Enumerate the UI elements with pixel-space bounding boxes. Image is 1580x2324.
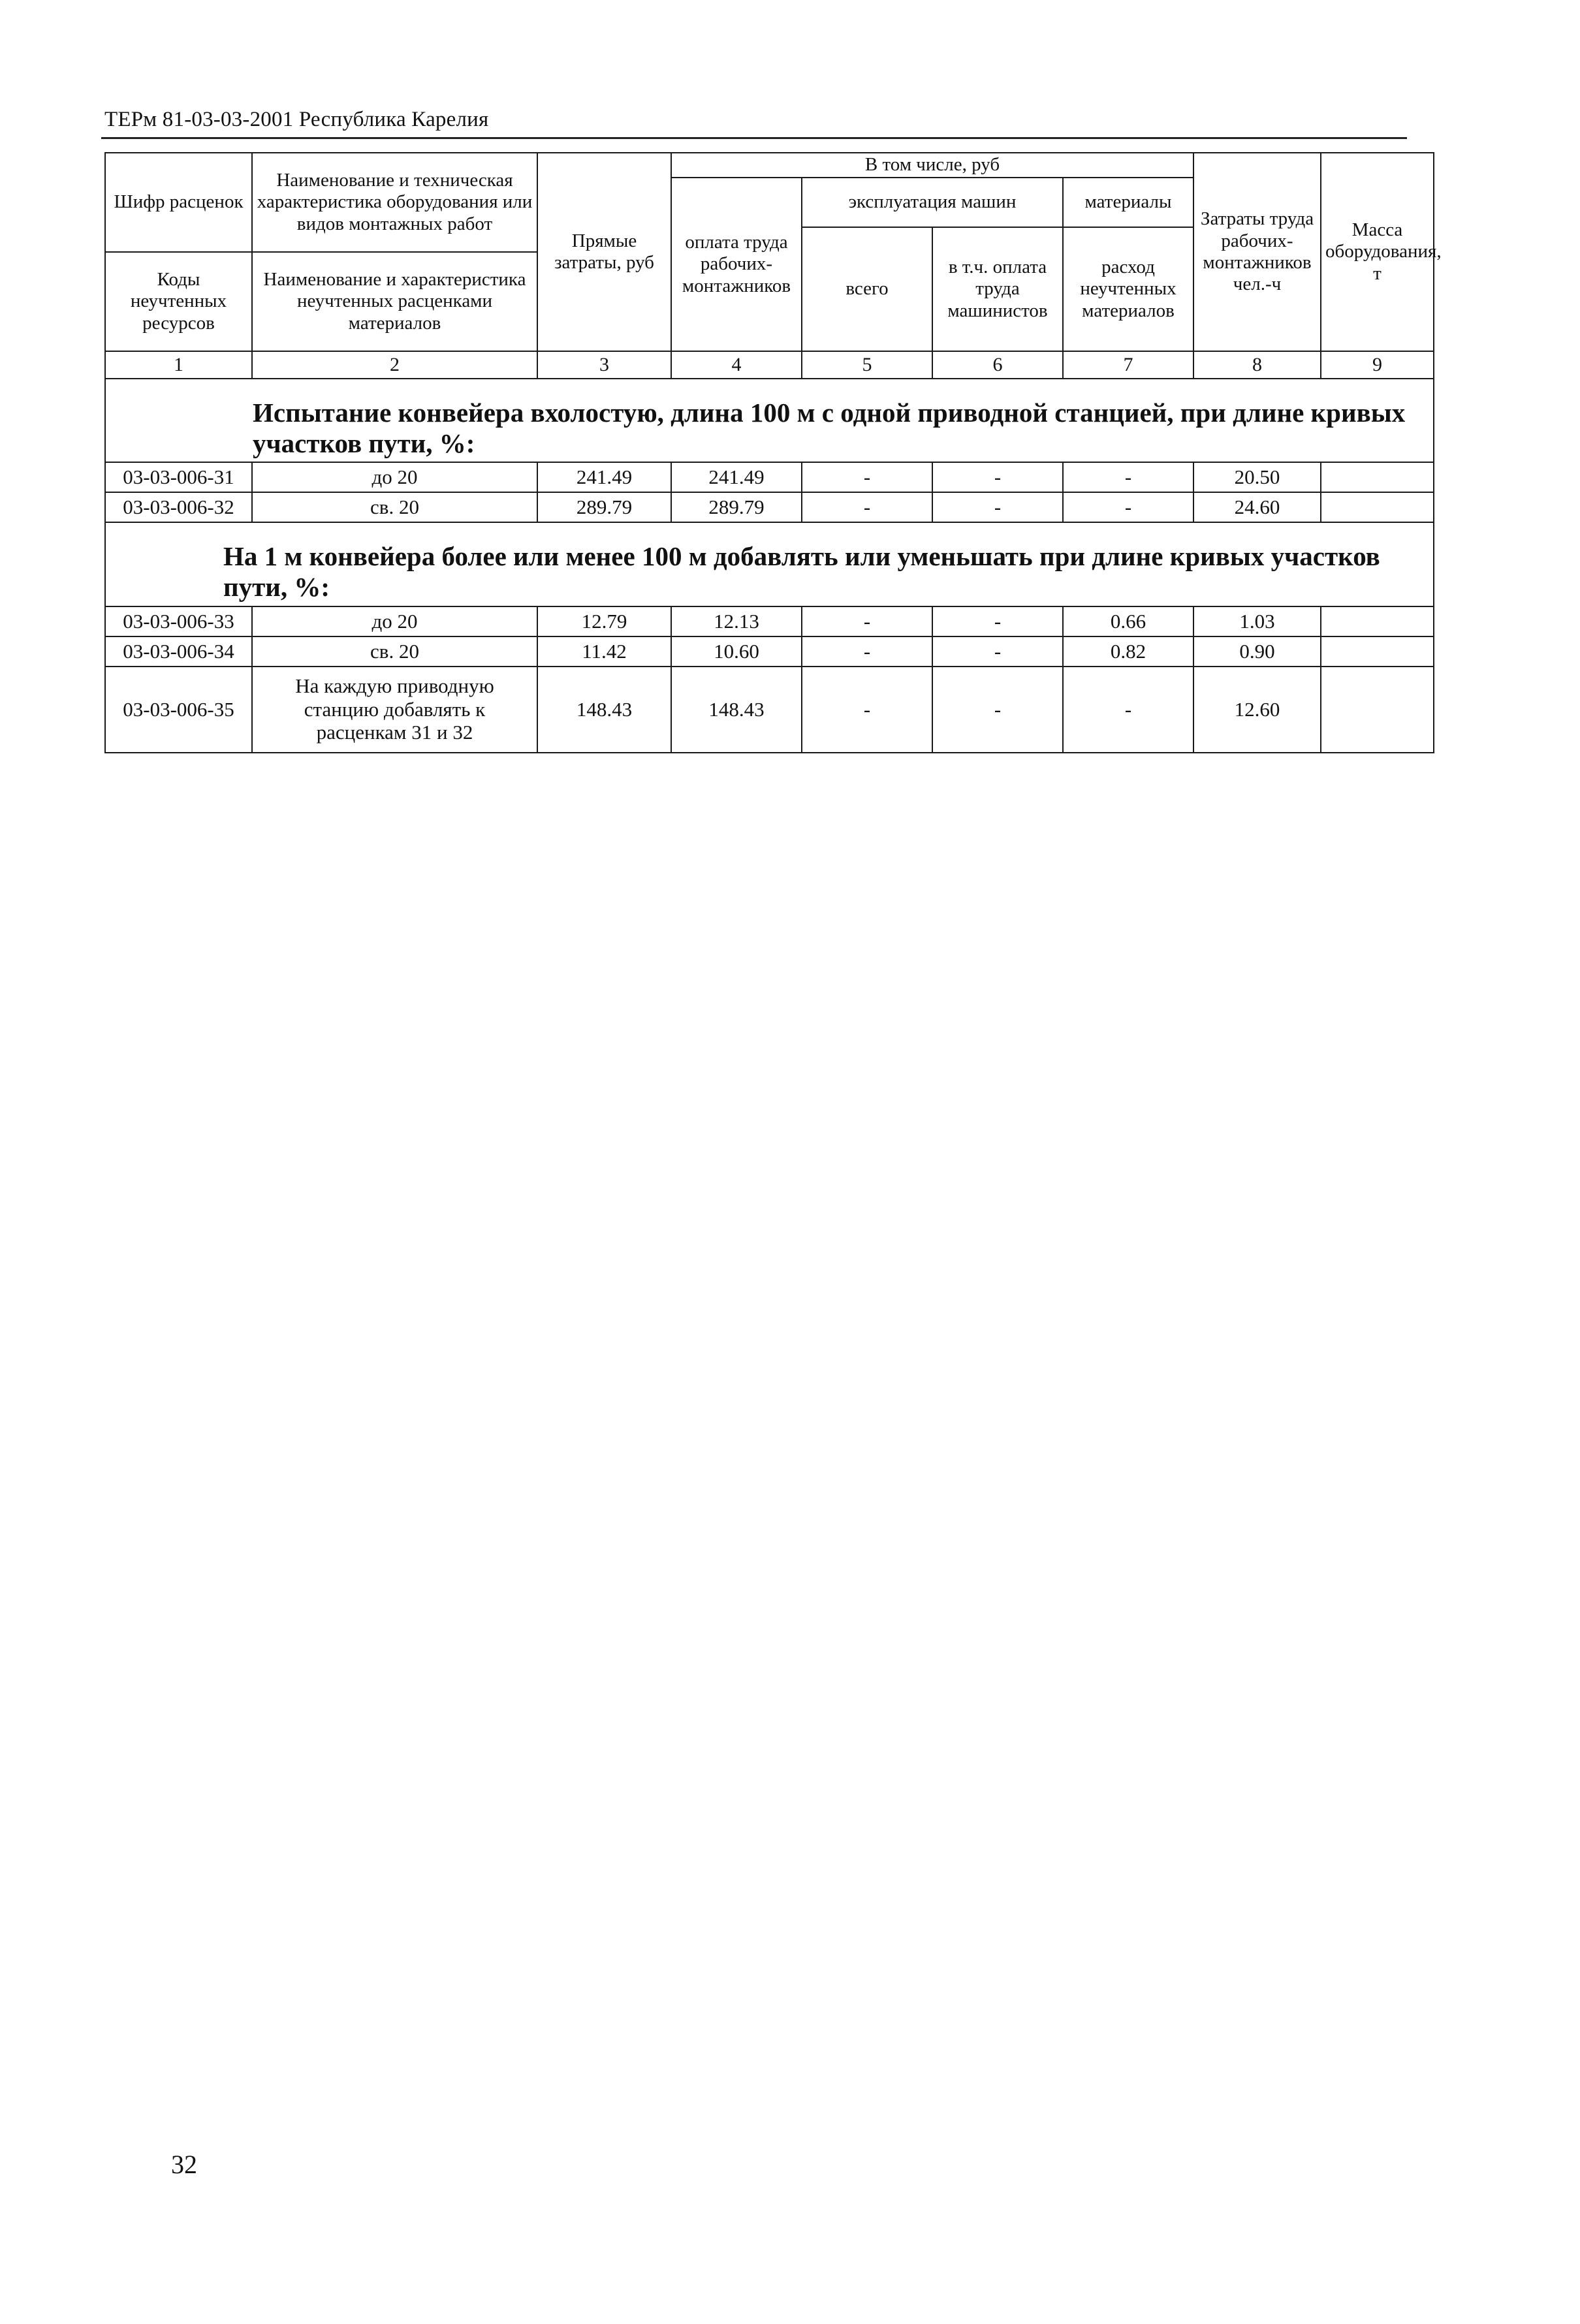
header-rule <box>101 137 1407 139</box>
table-row <box>105 462 1434 492</box>
materials: 0.82 <box>1063 636 1193 667</box>
header-equipment-mass: Масса оборудования, т <box>1321 153 1434 351</box>
machinists-pay: - <box>932 636 1063 667</box>
worker-pay: 148.43 <box>671 667 802 753</box>
rates-table <box>104 152 1442 753</box>
header-name: Наименование и техническая характеристика оборудования или видов монтажных работ <box>252 153 537 252</box>
machines-total: - <box>802 636 932 667</box>
column-number: 1 <box>105 351 252 379</box>
labor-hours: 24.60 <box>1193 492 1321 522</box>
worker-pay: 10.60 <box>671 636 802 667</box>
labor-hours: 0.90 <box>1193 636 1321 667</box>
worker-pay: 241.49 <box>671 462 802 492</box>
equipment-mass <box>1321 606 1434 636</box>
column-number: 8 <box>1193 351 1321 379</box>
direct-costs: 148.43 <box>537 667 671 753</box>
equipment-mass <box>1321 667 1434 753</box>
header-labor-hours: Затраты труда рабочих-монтажников чел.-ч <box>1193 153 1321 351</box>
header-code: Шифр расценок <box>105 153 252 252</box>
header-materials: материалы <box>1063 178 1193 227</box>
header-unaccounted-materials: расход неучтенных материалов <box>1063 227 1193 351</box>
header-resource-codes: Коды неучтенных ресурсов <box>105 252 252 351</box>
machinists-pay: - <box>932 492 1063 522</box>
header-worker-pay: оплата труда рабочих-монтажников <box>671 178 802 351</box>
section-title: На 1 м конвейера более или менее 100 м добавлять или уменьшать при длине кривых участков пути, %: <box>105 522 1434 606</box>
table-row <box>105 667 1434 753</box>
header-machine-operation: эксплуатация машин <box>802 178 1063 227</box>
column-number: 9 <box>1321 351 1434 379</box>
table-row <box>105 492 1434 522</box>
page-number: 32 <box>171 2150 197 2179</box>
header-row-1 <box>105 153 1434 178</box>
column-number: 3 <box>537 351 671 379</box>
rate-code: 03-03-006-31 <box>105 462 252 492</box>
column-number: 4 <box>671 351 802 379</box>
labor-hours: 20.50 <box>1193 462 1321 492</box>
equipment-mass <box>1321 462 1434 492</box>
machines-total: - <box>802 606 932 636</box>
machines-total: - <box>802 492 932 522</box>
rate-code: 03-03-006-34 <box>105 636 252 667</box>
table-row <box>105 606 1434 636</box>
materials: - <box>1063 462 1193 492</box>
column-number: 5 <box>802 351 932 379</box>
rate-name: до 20 <box>252 462 537 492</box>
rate-name: св. 20 <box>252 492 537 522</box>
table-row <box>105 636 1434 667</box>
column-numbers-row <box>105 351 1434 379</box>
rate-code: 03-03-006-35 <box>105 667 252 753</box>
labor-hours: 12.60 <box>1193 667 1321 753</box>
machinists-pay: - <box>932 462 1063 492</box>
column-number: 2 <box>252 351 537 379</box>
header-machinists-pay: в т.ч. оплата труда машинистов <box>932 227 1063 351</box>
materials: - <box>1063 667 1193 753</box>
equipment-mass <box>1321 636 1434 667</box>
header-machines-total: всего <box>802 227 932 351</box>
labor-hours: 1.03 <box>1193 606 1321 636</box>
machinists-pay: - <box>932 606 1063 636</box>
materials: - <box>1063 492 1193 522</box>
rate-name: На каждую приводную станцию добавлять к расценкам 31 и 32 <box>252 667 537 753</box>
machines-total: - <box>802 462 932 492</box>
equipment-mass <box>1321 492 1434 522</box>
section-header <box>105 522 1434 606</box>
section-header <box>105 379 1434 462</box>
direct-costs: 289.79 <box>537 492 671 522</box>
header-materials-name: Наименование и характеристика неучтенных расценками материалов <box>252 252 537 351</box>
section-title: Испытание конвейера вхолостую, длина 100 м с одной приводной станцией, при длине кривых участков пути, %: <box>105 379 1434 462</box>
header-in-total: В том числе, руб <box>671 153 1193 178</box>
worker-pay: 289.79 <box>671 492 802 522</box>
direct-costs: 241.49 <box>537 462 671 492</box>
direct-costs: 12.79 <box>537 606 671 636</box>
direct-costs: 11.42 <box>537 636 671 667</box>
worker-pay: 12.13 <box>671 606 802 636</box>
materials: 0.66 <box>1063 606 1193 636</box>
rate-code: 03-03-006-32 <box>105 492 252 522</box>
rate-name: до 20 <box>252 606 537 636</box>
document-header: ТЕРм 81-03-03-2001 Республика Карелия <box>104 108 489 131</box>
machinists-pay: - <box>932 667 1063 753</box>
rate-code: 03-03-006-33 <box>105 606 252 636</box>
column-number: 7 <box>1063 351 1193 379</box>
column-number: 6 <box>932 351 1063 379</box>
rate-name: св. 20 <box>252 636 537 667</box>
header-direct-costs: Прямые затраты, руб <box>537 153 671 351</box>
machines-total: - <box>802 667 932 753</box>
